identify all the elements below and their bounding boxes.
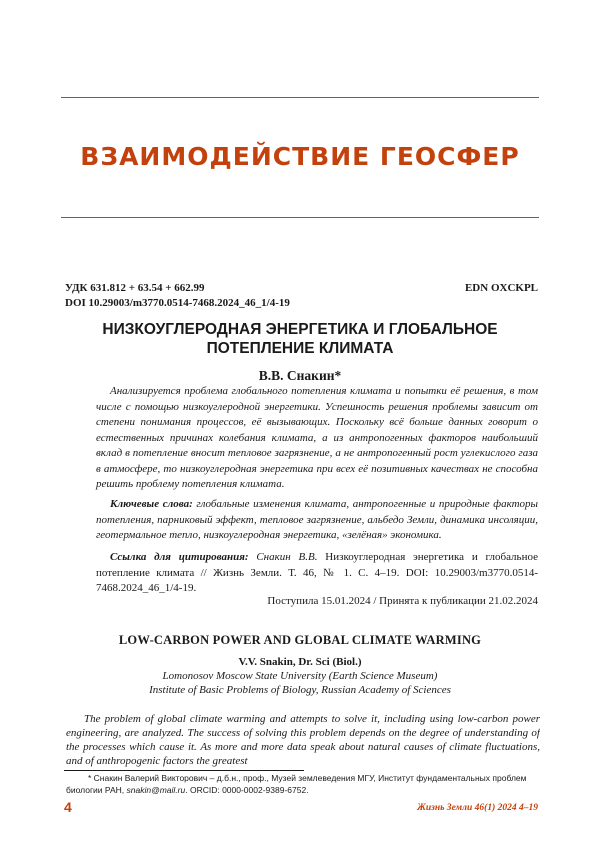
article-title-line-2: ПОТЕПЛЕНИЕ КЛИМАТА: [206, 340, 394, 357]
running-footer: Жизнь Земли 46(1) 2024 4–19: [417, 803, 538, 813]
article-title-line-1: НИЗКОУГЛЕРОДНАЯ ЭНЕРГЕТИКА И ГЛОБАЛЬНОЕ: [102, 321, 498, 338]
journal-section-title: ВЗАИМОДЕЙСТВИЕ ГЕОСФЕР: [80, 142, 520, 171]
article-title-en: LOW-CARBON POWER AND GLOBAL CLIMATE WARMING: [118, 633, 482, 647]
author-name-en: V.V. Snakin, Dr. Sci (Biol.): [238, 656, 362, 668]
edn-code: EDN OXCKPL: [464, 282, 538, 294]
affiliation-1: Lomonosov Moscow State University (Earth Science Museum): [162, 670, 438, 682]
footnote-text: * Снакин Валерий Викторович – д.б.н., проф., Музей землеведения МГУ, Институт фундаментальных проблем биологии РАН,: [66, 773, 527, 795]
page-number: 4: [64, 799, 72, 815]
citation-label: Ссылка для цитирования:: [110, 551, 249, 563]
author-email-link[interactable]: snakin@mail.ru: [126, 785, 186, 795]
udk-code: УДК 631.812 + 63.54 + 662.99: [65, 282, 205, 294]
header-rule-bottom: [61, 217, 539, 218]
abstract-en: The problem of global climate warming and attempts to solve it, including using low-carbon power engineering, are analyzed. The success of solving this problem depends on the degree of understanding of the processes which cause it. As more and more data speak about natural causes of climate fluctuations, and of anthropogenic factors the greatest: [66, 713, 540, 767]
affiliation-2: Institute of Basic Problems of Biology, Russian Academy of Sciences: [149, 684, 451, 696]
header-rule-top: [61, 97, 539, 98]
citation-author: Снакин В.В.: [248, 551, 318, 563]
received-accepted-dates: Поступила 15.01.2024 / Принята к публикации 21.02.2024: [267, 595, 538, 607]
keywords-label: Ключевые слова:: [110, 498, 193, 510]
keywords-text: глобальные изменения климата, антропогенные и природные факторы потепления, парниковый эффект, тепловое загрязнение, альбедо Земли, динамика инсоляции, геотермальное тепло, низкоуглеродная энергетика, «зелёная» экономика.: [96, 498, 538, 541]
citation-text: Низкоуглеродная энергетика и глобальное потепление климата // Жизнь Земли. Т. 46, № 1. С. 4–19. DOI: 10.29003/m3770.0514-7468.2024_46_1/4-19.: [96, 551, 538, 594]
doi-code: DOI 10.29003/m3770.0514-7468.2024_46_1/4-19: [65, 297, 290, 309]
keywords-block: [96, 497, 538, 544]
footnote-rule: [64, 770, 304, 771]
abstract-ru: [96, 384, 538, 493]
author-footnote: [66, 772, 540, 796]
abstract-ru-text: Анализируется проблема глобального потепления климата и попытки её решения, в том числе с помощью низкоуглеродной энергетики. Успешность решения проблемы зависит от степени понимания процессов, её вызывающих. Поскольку всё больше данных говорит о естественных причинах колебания климата, а из антропогенных факторов наибольший вклад в потепление вносит тепловое загрязнение, а не антропогенный рост углекислого газа в атмосфере, то низкоуглеродная энергетика при всех её позитивных качествах не способна решить проблему потепления климата.: [96, 385, 538, 490]
author-name: В.В. Снакин*: [258, 368, 342, 383]
citation-block: [96, 550, 538, 597]
footnote-orcid: . ORCID: 0000-0002-9389-6752.: [185, 785, 309, 795]
